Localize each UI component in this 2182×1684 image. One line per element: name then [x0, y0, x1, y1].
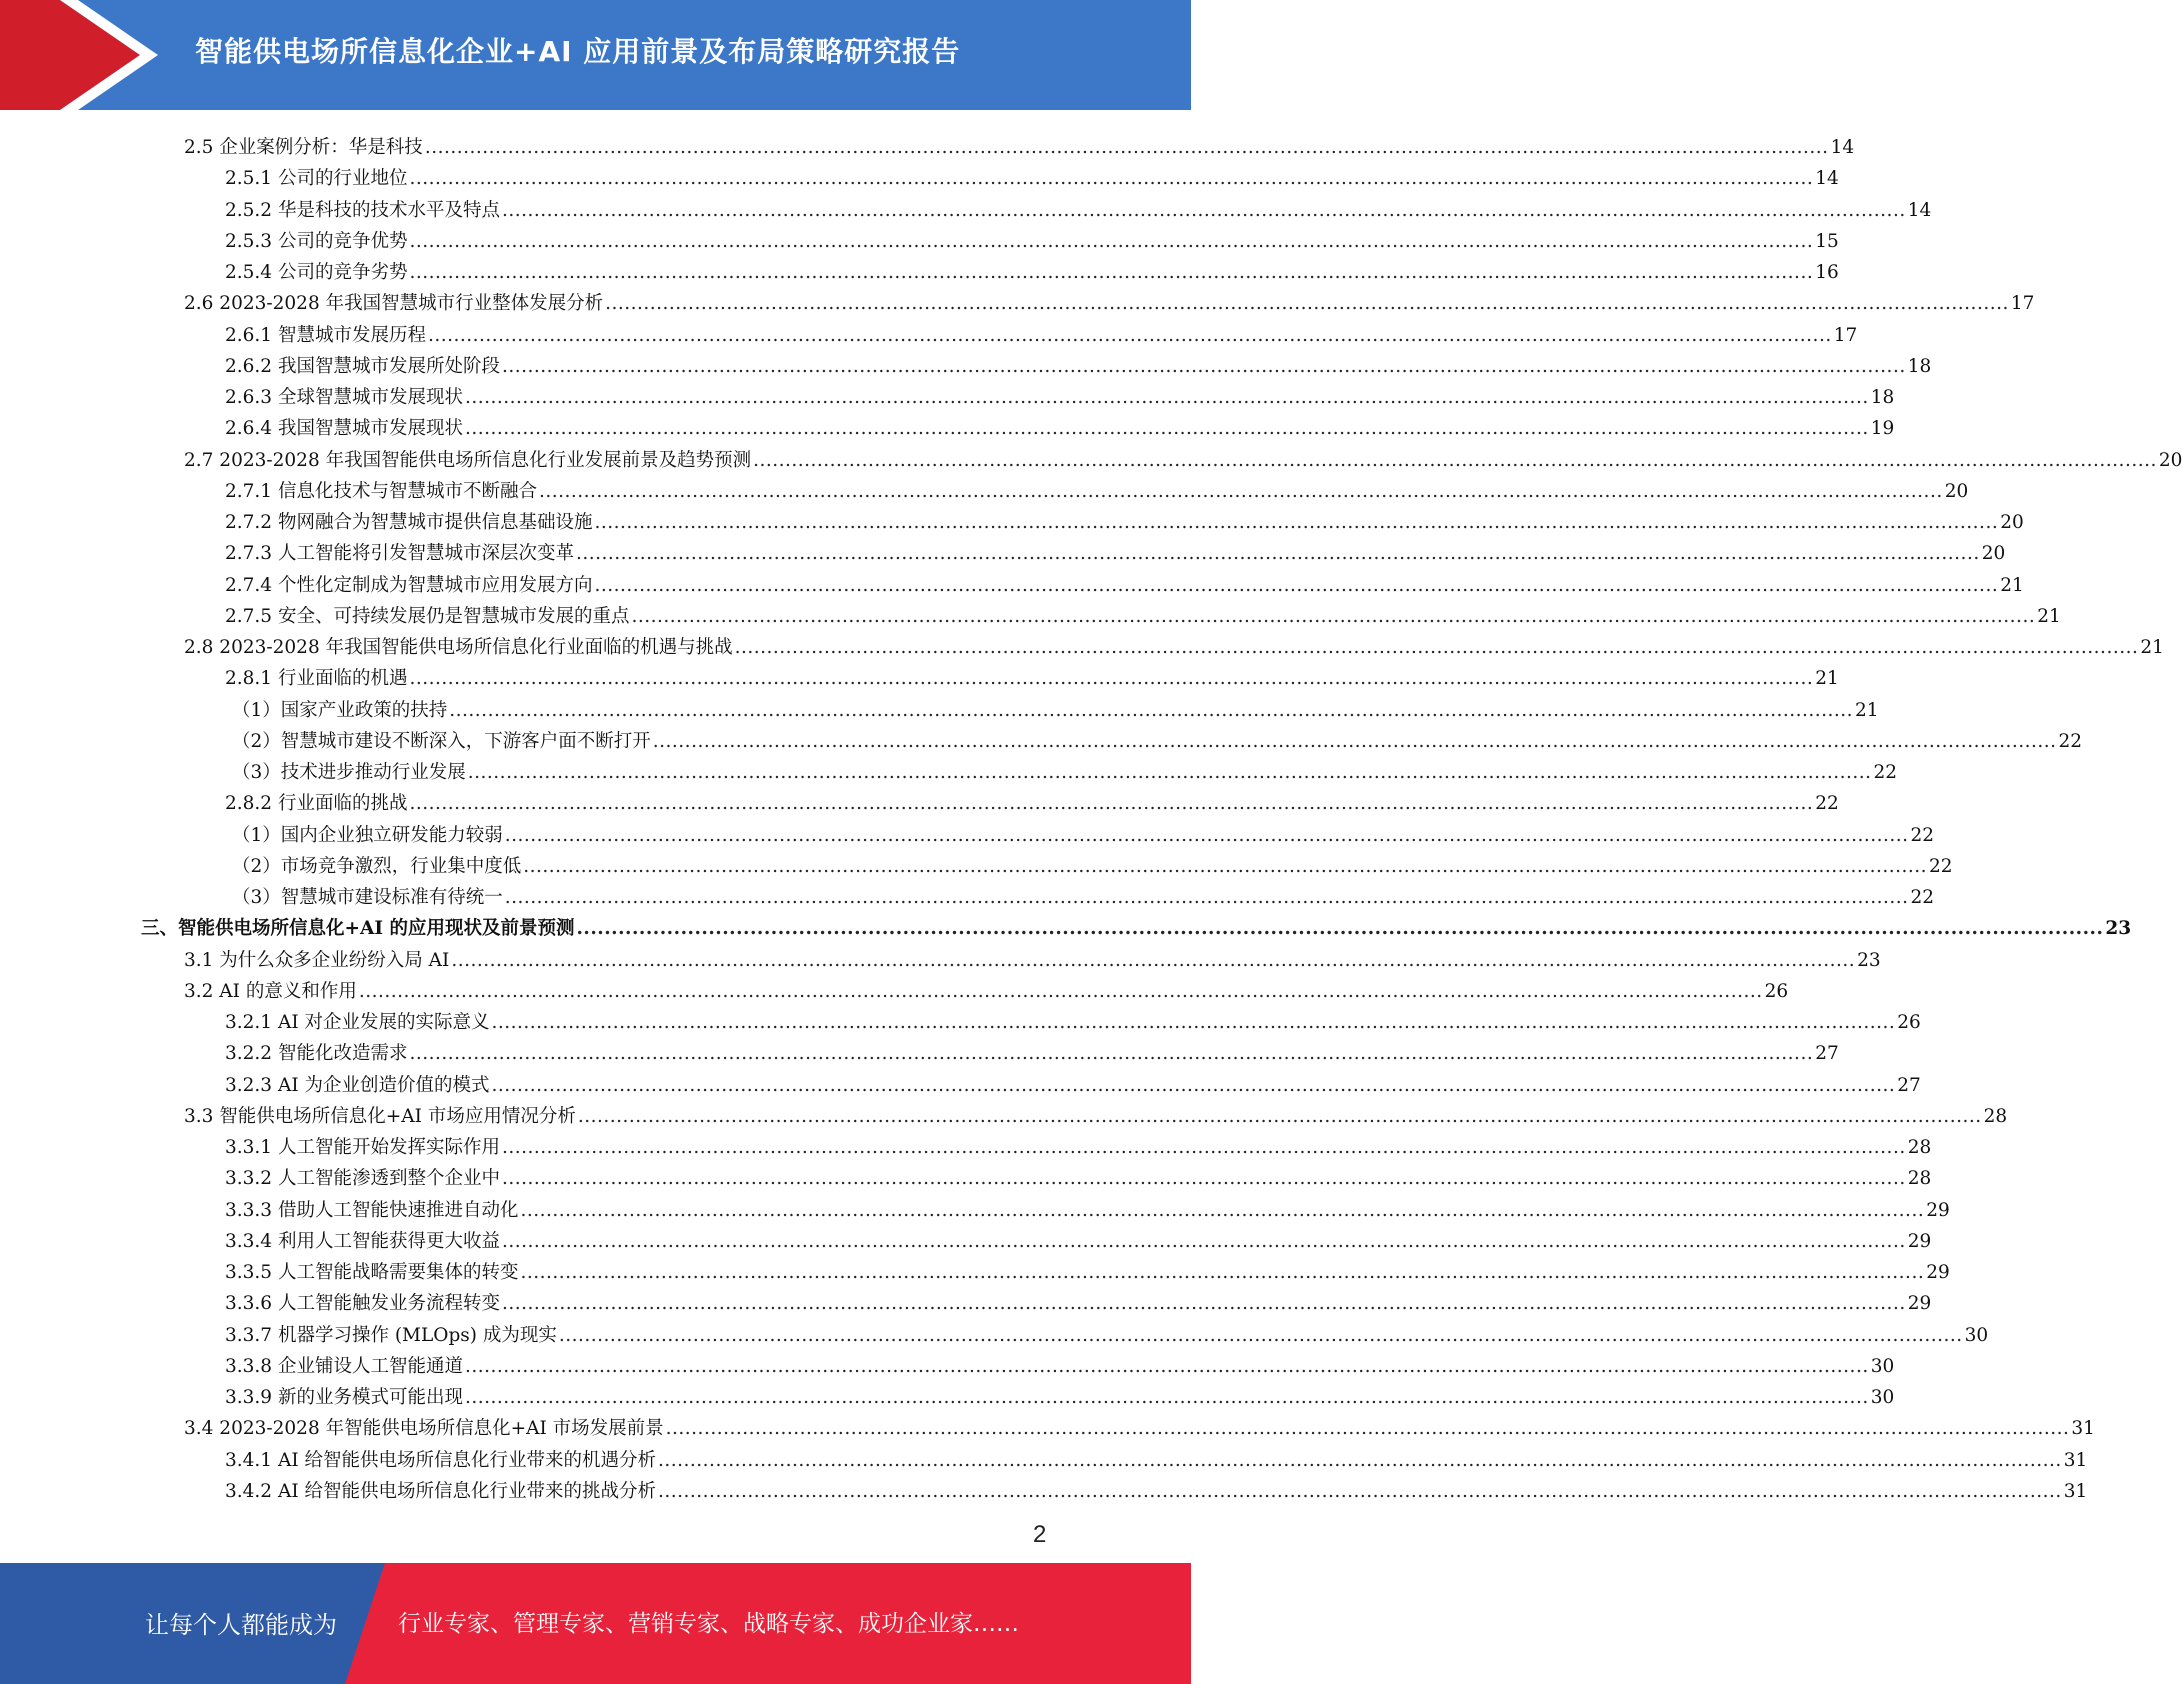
- toc-entry-label: 3.4.2 AI 给智能供电场所信息化行业带来的挑战分析: [225, 1480, 657, 1502]
- toc-entry-label: 2.5 企业案例分析：华是科技: [184, 137, 423, 158]
- toc-leader-dots: ............................................................................................................................................................................................................................: [594, 512, 1999, 533]
- toc-entry-page: 23: [2105, 918, 2132, 940]
- toc-entry[interactable]: [225, 1191, 1950, 1222]
- toc-leader-dots: ............................................................................................................................................................................................................................: [658, 1480, 2062, 1502]
- toc-entry-page: 28: [1907, 1137, 1932, 1158]
- toc-entry-page: 27: [1897, 1074, 1921, 1096]
- toc-entry-label: 3.3.3 借助人工智能快速推进自动化: [225, 1199, 519, 1221]
- toc-leader-dots: ............................................................................................................................................................................................................................: [501, 355, 1906, 377]
- toc-entry-label: 3.3.7 机器学习操作 (MLOps) 成为现实: [225, 1324, 557, 1346]
- toc-entry-page: 29: [1926, 1199, 1950, 1221]
- toc-leader-dots: ............................................................................................................................................................................................................................: [538, 480, 1943, 502]
- toc-entry[interactable]: [225, 378, 1895, 409]
- toc-entry-page: 19: [1870, 418, 1895, 440]
- toc-leader-dots: ............................................................................................................................................................................................................................: [491, 1012, 1896, 1033]
- toc-entry-label: 2.7.5 安全、可持续发展仍是智慧城市发展的重点: [225, 605, 630, 627]
- toc-entry-label: 2.7.3 人工智能将引发智慧城市深层次变革: [225, 543, 574, 565]
- toc-entry-page: 26: [1764, 980, 1789, 1002]
- toc-leader-dots: ............................................................................................................................................................................................................................: [409, 668, 1814, 690]
- toc-leader-dots: ............................................................................................................................................................................................................................: [464, 1387, 1869, 1408]
- toc-entry[interactable]: [232, 753, 1898, 784]
- toc-entry-page: 22: [1910, 824, 1935, 846]
- toc-entry[interactable]: [184, 441, 2182, 472]
- toc-entry[interactable]: [225, 1441, 2088, 1472]
- toc-entry[interactable]: [225, 784, 1839, 815]
- toc-entry[interactable]: [225, 316, 1858, 347]
- toc-leader-dots: ............................................................................................................................................................................................................................: [467, 762, 1872, 783]
- toc-leader-dots: ............................................................................................................................................................................................................................: [409, 1043, 1814, 1065]
- toc-entry-page: 18: [1907, 355, 1932, 377]
- toc-leader-dots: ............................................................................................................................................................................................................................: [504, 887, 1909, 908]
- toc-entry-label: 3.2.3 AI 为企业创造价值的模式: [225, 1074, 490, 1096]
- toc-entry-page: 18: [1870, 387, 1895, 408]
- toc-leader-dots: ............................................................................................................................................................................................................................: [501, 1137, 1906, 1158]
- toc-leader-dots: ............................................................................................................................................................................................................................: [504, 824, 1909, 846]
- toc-entry-label: 2.7.2 物网融合为智慧城市提供信息基础设施: [225, 512, 593, 533]
- toc-entry[interactable]: [225, 1222, 1932, 1253]
- toc-leader-dots: ............................................................................................................................................................................................................................: [652, 730, 2057, 752]
- toc-entry-label: 3.2.2 智能化改造需求: [225, 1043, 408, 1065]
- toc-entry-page: 30: [1964, 1324, 1989, 1346]
- toc-leader-dots: ............................................................................................................................................................................................................................: [491, 1074, 1896, 1096]
- toc-entry-page: 20: [2158, 449, 2182, 471]
- toc-entry-page: 28: [1983, 1105, 2008, 1127]
- toc-entry[interactable]: [184, 284, 2035, 315]
- toc-entry[interactable]: [225, 1284, 1932, 1315]
- toc-entry[interactable]: [225, 1316, 1989, 1347]
- toc-entry[interactable]: [225, 1128, 1932, 1159]
- toc-entry-page: 31: [2071, 1418, 2095, 1440]
- toc-entry-page: 20: [1944, 480, 1969, 502]
- toc-entry[interactable]: [225, 1472, 2088, 1503]
- toc-leader-dots: ............................................................................................................................................................................................................................: [658, 1449, 2062, 1471]
- toc-leader-dots: ............................................................................................................................................................................................................................: [501, 1168, 1906, 1190]
- toc-entry-page: 17: [2010, 293, 2035, 315]
- toc-entry-page: 26: [1897, 1012, 1921, 1033]
- toc-entry[interactable]: [225, 472, 1969, 503]
- toc-entry-page: 21: [1855, 699, 1879, 721]
- toc-entry-page: 23: [1857, 949, 1881, 971]
- toc-entry[interactable]: [184, 1409, 2095, 1440]
- toc-entry-label: 3.3.9 新的业务模式可能出现: [225, 1387, 463, 1408]
- toc-entry-label: 3.3.2 人工智能渗透到整个企业中: [225, 1168, 500, 1190]
- toc-entry-label: 三、智能供电场所信息化+AI 的应用现状及前景预测: [141, 918, 575, 940]
- toc-entry-page: 14: [1907, 199, 1932, 221]
- toc-leader-dots: ............................................................................................................................................................................................................................: [575, 543, 1980, 565]
- toc-entry-page: 31: [2063, 1480, 2088, 1502]
- toc-entry[interactable]: [232, 878, 1935, 909]
- toc-leader-dots: ............................................................................................................................................................................................................................: [523, 855, 1928, 877]
- toc-entry-label: 3.3.1 人工智能开始发挥实际作用: [225, 1137, 500, 1158]
- toc-entry-page: 16: [1815, 262, 1839, 283]
- toc-entry[interactable]: [141, 909, 2132, 940]
- header-arrow-logo: [0, 0, 170, 110]
- toc-entry-page: 22: [1910, 887, 1935, 908]
- toc-entry-page: 21: [2037, 605, 2061, 627]
- toc-entry[interactable]: [184, 128, 1855, 159]
- toc-entry-page: 29: [1907, 1230, 1932, 1252]
- toc-entry-page: 29: [1907, 1293, 1932, 1315]
- toc-entry-page: 20: [1981, 543, 2006, 565]
- toc-entry[interactable]: [225, 1253, 1950, 1284]
- toc-entry[interactable]: [184, 941, 1881, 972]
- toc-leader-dots: ............................................................................................................................................................................................................................: [449, 699, 1854, 721]
- toc-entry-label: 2.6.3 全球智慧城市发展现状: [225, 387, 463, 408]
- toc-entry-page: 22: [2058, 730, 2083, 752]
- toc-leader-dots: ............................................................................................................................................................................................................................: [501, 1230, 1906, 1252]
- page-footer: [0, 1563, 1191, 1684]
- toc-entry-page: 21: [2140, 637, 2164, 658]
- toc-entry-label: 2.6.1 智慧城市发展历程: [225, 324, 426, 346]
- toc-entry[interactable]: [225, 222, 1839, 253]
- toc-leader-dots: ............................................................................................................................................................................................................................: [358, 980, 1763, 1002]
- page-number: 2: [1033, 1521, 1047, 1548]
- toc-entry-label: 2.8.2 行业面临的挑战: [225, 793, 408, 815]
- toc-leader-dots: ............................................................................................................................................................................................................................: [594, 574, 1999, 596]
- toc-entry-label: 2.8 2023-2028 年我国智能供电场所信息化行业面临的机遇与挑战: [184, 637, 733, 658]
- toc-leader-dots: ............................................................................................................................................................................................................................: [427, 324, 1832, 346]
- toc-leader-dots: ............................................................................................................................................................................................................................: [501, 199, 1906, 221]
- toc-entry-label: 2.7 2023-2028 年我国智能供电场所信息化行业发展前景及趋势预测: [184, 449, 752, 471]
- toc-entry[interactable]: [232, 816, 1935, 847]
- toc-leader-dots: ............................................................................................................................................................................................................................: [464, 1355, 1869, 1377]
- toc-entry-label: 3.3.5 人工智能战略需要集体的转变: [225, 1262, 519, 1283]
- toc-entry[interactable]: [232, 722, 2083, 753]
- toc-entry-label: 3.3 智能供电场所信息化+AI 市场应用情况分析: [184, 1105, 576, 1127]
- toc-entry[interactable]: [225, 409, 1895, 440]
- footer-slogan-left: 让每个人都能成为: [145, 1611, 337, 1639]
- toc-entry-page: 14: [1830, 137, 1855, 158]
- toc-entry[interactable]: [225, 1378, 1895, 1409]
- toc-entry[interactable]: [225, 566, 2024, 597]
- toc-leader-dots: ............................................................................................................................................................................................................................: [558, 1324, 1963, 1346]
- document-title: 智能供电场所信息化企业+AI 应用前景及布局策略研究报告: [195, 35, 961, 68]
- toc-leader-dots: ............................................................................................................................................................................................................................: [520, 1199, 1925, 1221]
- toc-entry-label: 3.2 AI 的意义和作用: [184, 980, 357, 1002]
- toc-entry[interactable]: [225, 347, 1932, 378]
- toc-entry-label: 3.3.8 企业铺设人工智能通道: [225, 1355, 463, 1377]
- toc-leader-dots: ............................................................................................................................................................................................................................: [577, 1105, 1982, 1127]
- toc-entry-label: 2.7.1 信息化技术与智慧城市不断融合: [225, 480, 537, 502]
- toc-entry[interactable]: [225, 1034, 1839, 1065]
- toc-entry-page: 30: [1870, 1355, 1895, 1377]
- toc-leader-dots: ............................................................................................................................................................................................................................: [464, 387, 1869, 408]
- toc-entry-page: 21: [2000, 574, 2024, 596]
- toc-leader-dots: ............................................................................................................................................................................................................................: [631, 605, 2036, 627]
- toc-entry-page: 15: [1815, 230, 1839, 252]
- toc-entry[interactable]: [225, 1003, 1921, 1034]
- toc-entry-label: （3）智慧城市建设标准有待统一: [232, 887, 503, 908]
- toc-entry-label: 2.6 2023-2028 年我国智慧城市行业整体发展分析: [184, 293, 604, 315]
- toc-entry-label: （2）市场竞争激烈，行业集中度低: [232, 855, 522, 877]
- toc-leader-dots: ............................................................................................................................................................................................................................: [576, 918, 2104, 940]
- toc-entry-label: 3.3.4 利用人工智能获得更大收益: [225, 1230, 500, 1252]
- toc-leader-dots: ............................................................................................................................................................................................................................: [501, 1293, 1906, 1315]
- toc-leader-dots: ............................................................................................................................................................................................................................: [464, 418, 1869, 440]
- toc-entry-page: 22: [1815, 793, 1839, 815]
- toc-leader-dots: ............................................................................................................................................................................................................................: [451, 949, 1856, 971]
- toc-entry-label: 3.1 为什么众多企业纷纷入局 AI: [184, 949, 450, 971]
- toc-entry[interactable]: [225, 1066, 1921, 1097]
- toc-entry-label: 2.8.1 行业面临的机遇: [225, 668, 408, 690]
- toc-entry-label: 2.5.1 公司的行业地位: [225, 168, 408, 190]
- toc-leader-dots: ............................................................................................................................................................................................................................: [734, 637, 2139, 658]
- toc-entry-label: （2）智慧城市建设不断深入，下游客户面不断打开: [232, 730, 651, 752]
- toc-leader-dots: ............................................................................................................................................................................................................................: [665, 1418, 2070, 1440]
- toc-entry[interactable]: [232, 691, 1879, 722]
- toc-entry-page: 30: [1870, 1387, 1895, 1408]
- toc-entry-label: 3.4 2023-2028 年智能供电场所信息化+AI 市场发展前景: [184, 1418, 664, 1440]
- toc-entry[interactable]: [225, 191, 1932, 222]
- toc-entry[interactable]: [225, 1159, 1932, 1190]
- toc-leader-dots: ............................................................................................................................................................................................................................: [409, 793, 1814, 815]
- page-header: [0, 0, 1191, 110]
- toc-entry[interactable]: [232, 847, 1953, 878]
- toc-entry-label: （1）国内企业独立研发能力较弱: [232, 824, 503, 846]
- toc-leader-dots: ............................................................................................................................................................................................................................: [605, 293, 2009, 315]
- toc-entry-label: 2.5.4 公司的竞争劣势: [225, 262, 408, 283]
- toc-entry-page: 17: [1833, 324, 1858, 346]
- toc-entry[interactable]: [225, 503, 2024, 534]
- toc-entry-label: 2.5.3 公司的竞争优势: [225, 230, 408, 252]
- toc-leader-dots: ............................................................................................................................................................................................................................: [753, 449, 2157, 471]
- toc-entry-page: 28: [1907, 1168, 1932, 1190]
- toc-entry-page: 27: [1815, 1043, 1839, 1065]
- toc-entry-label: 3.3.6 人工智能触发业务流程转变: [225, 1293, 500, 1315]
- footer-slogan-right: 行业专家、管理专家、营销专家、战略专家、成功企业家……: [398, 1611, 1019, 1637]
- toc-entry-label: （1）国家产业政策的扶持: [232, 699, 448, 721]
- toc-leader-dots: ............................................................................................................................................................................................................................: [520, 1262, 1925, 1283]
- toc-entry[interactable]: [225, 159, 1839, 190]
- toc-leader-dots: ............................................................................................................................................................................................................................: [409, 168, 1814, 190]
- toc-entry[interactable]: [184, 972, 1789, 1003]
- toc-entry-page: 22: [1873, 762, 1898, 783]
- toc-entry-page: 14: [1815, 168, 1839, 190]
- toc-leader-dots: ............................................................................................................................................................................................................................: [409, 230, 1814, 252]
- toc-leader-dots: ............................................................................................................................................................................................................................: [409, 262, 1814, 283]
- toc-entry[interactable]: [225, 1347, 1895, 1378]
- toc-entry-label: （3）技术进步推动行业发展: [232, 762, 466, 783]
- toc-entry-page: 31: [2063, 1449, 2088, 1471]
- toc-entry[interactable]: [225, 534, 2006, 565]
- toc-entry[interactable]: [184, 628, 2164, 659]
- toc-entry-label: 2.5.2 华是科技的技术水平及特点: [225, 199, 500, 221]
- toc-entry-label: 2.7.4 个性化定制成为智慧城市应用发展方向: [225, 574, 593, 596]
- toc-entry-label: 2.6.4 我国智慧城市发展现状: [225, 418, 463, 440]
- toc-entry-page: 20: [2000, 512, 2024, 533]
- toc-entry-page: 22: [1929, 855, 1953, 877]
- toc-entry-page: 21: [1815, 668, 1839, 690]
- toc-entry-label: 2.6.2 我国智慧城市发展所处阶段: [225, 355, 500, 377]
- toc-entry-page: 29: [1926, 1262, 1950, 1283]
- toc-entry[interactable]: [184, 1097, 2008, 1128]
- toc-entry[interactable]: [225, 597, 2061, 628]
- toc-entry[interactable]: [225, 659, 1839, 690]
- toc-leader-dots: ............................................................................................................................................................................................................................: [424, 137, 1829, 158]
- toc-entry-label: 3.4.1 AI 给智能供电场所信息化行业带来的机遇分析: [225, 1449, 657, 1471]
- toc-entry[interactable]: [225, 253, 1839, 284]
- toc-entry-label: 3.2.1 AI 对企业发展的实际意义: [225, 1012, 490, 1033]
